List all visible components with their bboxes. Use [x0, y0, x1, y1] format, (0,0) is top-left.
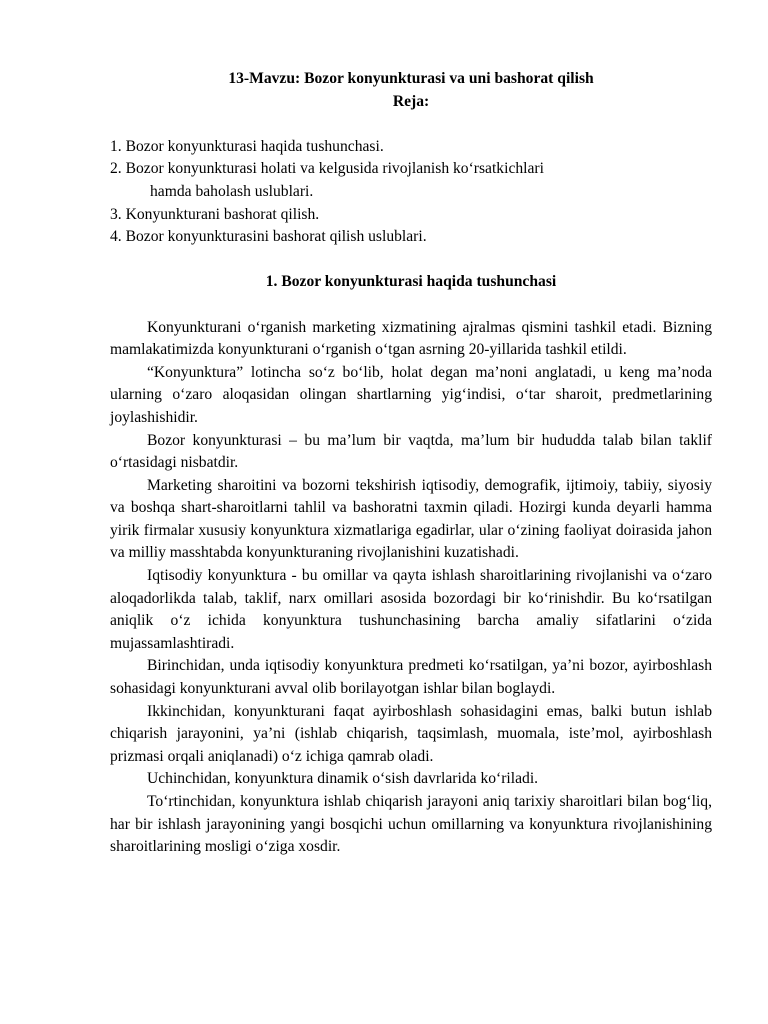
paragraph: Birinchidan, unda iqtisodiy konyunktura predmeti ko‘rsatilgan, ya’ni bozor, ayirboshlash sohasidagi konyunkturani avval olib borilayotgan ishlar bilan boglaydi.	[110, 657, 712, 698]
plan-item: 1. Bozor konyunkturasi haqida tushunchasi.	[110, 137, 384, 155]
paragraph: Marketing sharoitini va bozorni tekshirish iqtisodiy, demografik, ijtimoiy, tabiiy, siyosiy va boshqa shart-sharoitlarni tahlil va bashoratni taxmin qiladi. Hozirgi kunda deyarli hamma yirik firmalar xususiy konyunktura xizmatlariga egadirlar, ular o‘zining faoliyat doirasida jahon va milliy masshtabda konyunkturaning rivojlanishini kuzatishadi.	[110, 476, 712, 562]
paragraph: Uchinchidan, konyunktura dinamik o‘sish davrlarida ko‘riladi.	[147, 770, 539, 788]
plan-item-continuation: hamda baholash uslublari.	[150, 182, 314, 200]
plan-item: 2. Bozor konyunkturasi holati va kelgusida rivojlanish ko‘rsatkichlari	[110, 160, 544, 178]
paragraph: Bozor konyunkturasi – bu ma’lum bir vaqtda, ma’lum bir hududda talab bilan taklif o‘rtasidagi nisbatdir.	[110, 431, 712, 472]
plan-list	[110, 136, 712, 249]
plan-item: 3. Konyunkturani bashorat qilish.	[110, 205, 320, 223]
document-page	[110, 68, 712, 859]
section-heading: 1. Bozor konyunkturasi haqida tushunchasi	[265, 273, 557, 291]
paragraph: Ikkinchidan, konyunkturani faqat ayirboshlash sohasidagini emas, balki butun ishlab chiqarish jarayonini, ya’ni (ishlab chiqarish, taqsimlash, muomala, iste’mol, ayirboshlash prizmasi orqali aniqlanadi) o‘z ichiga qamrab oladi.	[110, 702, 712, 765]
plan-item: 4. Bozor konyunkturasini bashorat qilish uslublari.	[110, 228, 427, 246]
paragraph: Konyunkturani o‘rganish marketing xizmatining ajralmas qismini tashkil etadi. Bizning mamlakatimizda konyunkturani o‘rganish o‘tgan asrning 20-yillarida tashkil etildi.	[110, 318, 712, 359]
body-text	[110, 317, 712, 859]
paragraph: “Konyunktura” lotincha so‘z bo‘lib, holat degan ma’noni anglatadi, u keng ma’noda ularning o‘zaro aloqasidan olingan shartlarning yig‘indisi, o‘tar sharoit, predmetlarining joylashishidir.	[110, 363, 712, 426]
paragraph: Iqtisodiy konyunktura - bu omillar va qayta ishlash sharoitlarining rivojlanishi va o‘zaro aloqadorlikda talab, taklif, narx omillari asosida bozordagi bir ko‘rinishdir. Bu ko‘rsatilgan aniqlik o‘z ichida konyunktura tushunchasining barcha amaliy sifatlarini o‘zida mujassamlashtiradi.	[110, 567, 712, 652]
document-title: 13-Mavzu: Bozor konyunkturasi va uni bashorat qilish	[228, 70, 594, 87]
paragraph: To‘rtinchidan, konyunktura ishlab chiqarish jarayoni aniq tarixiy sharoitlari bilan bog‘liq, har bir ishlash jarayonining yangi bosqichi uchun omillarning va konyunktura rivojlanishining sharoitlarining mosligi o‘ziga xosdir.	[110, 793, 712, 856]
plan-heading: Reja:	[392, 92, 430, 110]
